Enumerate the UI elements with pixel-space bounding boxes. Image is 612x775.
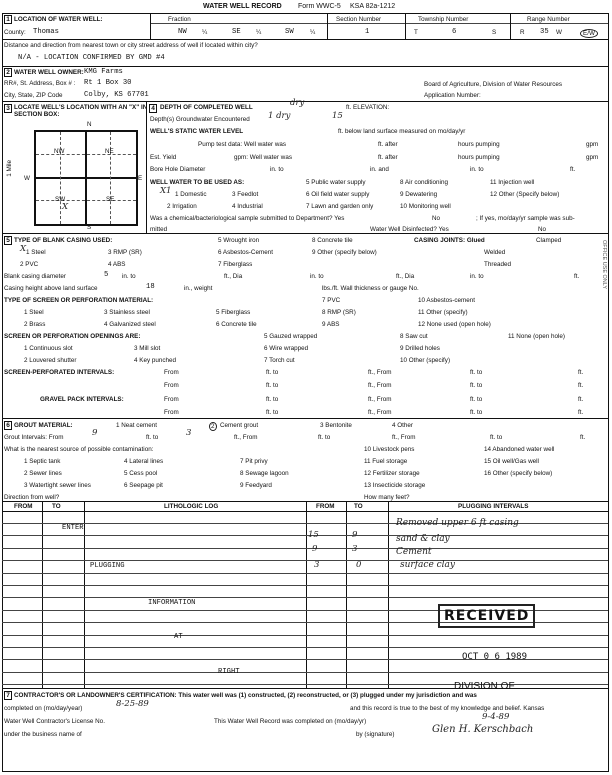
- placeholder-at: AT: [174, 633, 183, 641]
- screen-12: 12 None used (open hole): [418, 321, 491, 328]
- casing-9: 9 Other (specify below): [312, 249, 377, 256]
- section-value: 1: [365, 28, 370, 36]
- screen-2: 2 Brass: [24, 321, 46, 328]
- form-number: Form WWC-5: [298, 3, 341, 10]
- bore-in-to-2: in. to: [470, 166, 484, 173]
- use-5: 5 Public water supply: [306, 179, 366, 186]
- screen-4: 4 Galvanized steel: [104, 321, 156, 328]
- form-title: WATER WELL RECORD: [203, 3, 282, 10]
- opening-5: 5 Gauzed wrapped: [264, 333, 318, 340]
- chem-sample-label: Was a chemical/bacteriological sample submitted to Department? Yes: [150, 215, 345, 222]
- township-t: T: [414, 29, 418, 36]
- screen-10: 10 Asbestos-cement: [418, 297, 476, 304]
- gp-ft-from-2: ft., From: [368, 409, 392, 416]
- log-row-line: [2, 560, 608, 561]
- opening-4: 4 Key punched: [134, 357, 177, 364]
- pump-test-label: Pump test data: Well water was: [198, 141, 287, 148]
- casing-5: 5 Wrought iron: [218, 237, 260, 244]
- yield-text: gpm: Well water was: [234, 154, 292, 161]
- signature-label: by (signature): [356, 731, 395, 738]
- joints-clamped: Clamped: [536, 237, 562, 244]
- static-level-text: ft. below land surface measured on mo/day/yr: [338, 128, 466, 135]
- joints-welded: Welded: [484, 249, 506, 256]
- plug-row-1-desc: Removed upper 6 ft casing: [396, 518, 519, 528]
- yield-after: ft. after: [378, 154, 398, 161]
- diam-in-to: in. to: [122, 273, 136, 280]
- diam-in-to-3: in. to: [470, 273, 484, 280]
- contam-13: 13 Insecticide storage: [364, 482, 426, 489]
- casing-weight: in., weight: [184, 285, 213, 292]
- quarter-3: SW: [285, 28, 294, 36]
- casing-diameter-value: 5: [104, 271, 109, 279]
- log-row-line: [2, 672, 608, 673]
- sp-ft-1: ft.: [578, 369, 584, 376]
- casing-2: 2 PVC: [20, 261, 39, 268]
- opening-8: 8 Saw cut: [400, 333, 428, 340]
- screen-11: 11 Other (specify): [418, 309, 468, 316]
- opening-6: 6 Wire wrapped: [264, 345, 309, 352]
- screen-label: TYPE OF SCREEN OR PERFORATION MATERIAL:: [4, 297, 154, 304]
- contam-2: 2 Sewer lines: [24, 470, 62, 477]
- log-row-line: [2, 597, 608, 598]
- log-row-line: [2, 548, 608, 549]
- use-label: WELL WATER TO BE USED AS:: [150, 179, 245, 186]
- how-many-feet-label: How many feet?: [364, 494, 410, 501]
- section-3-number: 3: [4, 104, 12, 113]
- grout-ft: ft.: [580, 434, 586, 441]
- distance-value: N/A - LOCATION CONFIRMED BY GMD #4: [18, 54, 165, 62]
- gp-ft-from-1: ft., From: [368, 396, 392, 403]
- section-5-number: 5: [4, 236, 12, 245]
- contam-11: 11 Fuel storage: [364, 458, 408, 465]
- casing-wall: lbs./ft. Wall thickness or gauge No.: [322, 285, 419, 292]
- owner-value: KMG Farms: [84, 68, 123, 76]
- section-number-label: Section Number: [336, 16, 382, 23]
- disinfected-label: Water Well Disinfected? Yes: [370, 226, 449, 233]
- section-grid: [34, 130, 138, 226]
- sp-ft-to-1: ft. to: [470, 369, 483, 376]
- grout-2: Cement grout: [220, 422, 259, 429]
- record-completed-date: 9-4-89: [482, 712, 510, 722]
- casing-6: 6 Asbestos-Cement: [218, 249, 273, 256]
- use-7: 7 Lawn and garden only: [306, 203, 374, 210]
- screen-intervals-label: SCREEN-PERFORATED INTERVALS:: [4, 369, 115, 376]
- certification-true-text: and this record is true to the best of my knowledge and belief. Kansas: [350, 705, 545, 712]
- location-x-mark: X: [62, 202, 69, 212]
- grout-4: 4 Other: [392, 422, 413, 429]
- placeholder-information: INFORMATION: [148, 599, 196, 607]
- address-value: Rt 1 Box 30: [84, 79, 132, 87]
- address-label: RR#, St. Address, Box # :: [4, 80, 76, 87]
- gravel-pack-label: GRAVEL PACK INTERVALS:: [40, 396, 124, 403]
- received-date: OCT 0 6 1989: [462, 652, 528, 662]
- quarter-mark: ¼: [202, 29, 208, 36]
- use-2: 2 Irrigation: [167, 203, 197, 210]
- contam-12: 12 Fertilizer storage: [364, 470, 420, 477]
- sp-to-2: ft. to: [266, 382, 279, 389]
- location-label: LOCATION OF WATER WELL:: [14, 16, 103, 23]
- quarter-mark: ¼: [256, 29, 262, 36]
- contam-3: 3 Watertight sewer lines: [24, 482, 91, 489]
- county-value: Thomas: [33, 28, 59, 36]
- opening-3: 3 Mill slot: [134, 345, 161, 352]
- board-label: Board of Agriculture, Division of Water Resources: [424, 81, 563, 88]
- plugging-intervals-header: PLUGGING INTERVALS: [458, 503, 529, 510]
- completed-label: completed on (mo/day/year): [4, 705, 83, 712]
- plug-to-header: TO: [354, 503, 363, 510]
- contam-5: 5 Cess pool: [124, 470, 158, 477]
- owner-label: WATER WELL OWNER:: [14, 69, 84, 76]
- direction-label: Direction from well?: [4, 494, 60, 501]
- east-label-visible: E: [138, 175, 143, 182]
- township-value: 6: [452, 28, 457, 36]
- grout-3: 3 Bentonite: [320, 422, 352, 429]
- static-level-label: WELL'S STATIC WATER LEVEL: [150, 128, 244, 135]
- se-label: SE: [106, 196, 115, 203]
- bore-ft: ft.: [570, 166, 576, 173]
- signature: Glen H. Kerschbach: [432, 724, 534, 735]
- use-12: 12 Other (Specify below): [490, 191, 560, 198]
- gp-ft-2: ft.: [578, 409, 584, 416]
- plug-from-header: FROM: [316, 503, 335, 510]
- opening-1: 1 Continuous slot: [24, 345, 73, 352]
- business-name-label: under the business name of: [4, 731, 82, 738]
- sp-ft-to-2: ft. to: [470, 382, 483, 389]
- depth-label: DEPTH OF COMPLETED WELL: [160, 104, 253, 111]
- mile-label: 1 Mile: [6, 160, 13, 177]
- quarter-mark: ¼: [310, 29, 316, 36]
- gp-from-2: From: [164, 409, 179, 416]
- log-row-line: [2, 585, 608, 586]
- plug-row-4-to: 0: [356, 560, 362, 570]
- contam-4: 4 Lateral lines: [124, 458, 164, 465]
- contam-16: 16 Other (specify below): [484, 470, 553, 477]
- grout-ft-to-2: ft. to: [318, 434, 331, 441]
- section-4-number: 4: [149, 104, 157, 113]
- log-row-line: [2, 684, 608, 685]
- pump-gpm: gpm: [586, 141, 599, 148]
- grout-intervals-label: Grout Intervals: From: [4, 434, 64, 441]
- bore-in-to: in. to: [270, 166, 284, 173]
- east-west-circled: E/W: [580, 29, 598, 38]
- plug-row-2-desc: sand & clay: [396, 534, 450, 544]
- joints-label: CASING JOINTS: Glued: [414, 237, 485, 244]
- opening-9: 9 Drilled holes: [400, 345, 440, 352]
- quarter-2: SE: [232, 28, 241, 36]
- pump-after: ft. after: [378, 141, 398, 148]
- contam-14: 14 Abandoned water well: [484, 446, 555, 453]
- application-label: Application Number:: [424, 92, 481, 99]
- casing-1: 1 Steel: [26, 249, 46, 256]
- depth-value: dry: [290, 98, 305, 108]
- casing-label: TYPE OF BLANK CASING USED:: [14, 237, 113, 244]
- opening-2: 2 Louvered shutter: [24, 357, 77, 364]
- section-6-number: 6: [4, 421, 12, 430]
- screen-5: 5 Fiberglass: [216, 309, 251, 316]
- casing-height-label: Casing height above land surface: [4, 285, 98, 292]
- section-2-number: 2: [4, 68, 12, 77]
- chem-mitted: mitted: [150, 226, 168, 233]
- log-row-line: [2, 647, 608, 648]
- yield-gpm: gpm: [586, 154, 599, 161]
- yield-hours: hours pumping: [458, 154, 500, 161]
- locate-label: LOCATE WELL'S LOCATION WITH AN "X" IN SECTION BOX:: [14, 104, 148, 118]
- plug-row-1-from: 15: [308, 530, 319, 540]
- groundwater-value-2: 15: [332, 111, 343, 121]
- use-6: 6 Oil field water supply: [306, 191, 370, 198]
- disinfected-no: No: [538, 226, 547, 233]
- casing-4: 4 ABS: [108, 261, 126, 268]
- joints-threaded: Threaded: [484, 261, 511, 268]
- log-row-line: [2, 573, 608, 574]
- gp-ft-to-1: ft. to: [470, 396, 483, 403]
- plug-row-3-desc: Cement: [396, 547, 432, 557]
- screen-1: 1 Steel: [24, 309, 44, 316]
- distance-label: Distance and direction from nearest town or city street address of well if located within city?: [4, 42, 258, 49]
- groundwater-value: 1 dry: [268, 111, 291, 121]
- sp-to-1: ft. to: [266, 369, 279, 376]
- use-9: 9 Dewatering: [400, 191, 438, 198]
- use-3: 3 Feedlot: [232, 191, 259, 198]
- south-label: S: [87, 224, 92, 231]
- contam-9: 9 Feedyard: [240, 482, 272, 489]
- diam-in-to-2: in. to: [310, 273, 324, 280]
- gp-to-1: ft. to: [266, 396, 279, 403]
- gp-ft-to-2: ft. to: [470, 409, 483, 416]
- log-from-header: FROM: [14, 503, 33, 510]
- ne-label: NE: [105, 148, 114, 155]
- grout-label: GROUT MATERIAL:: [14, 422, 73, 429]
- casing-diameter-label: Blank casing diameter: [4, 273, 66, 280]
- license-label: Water Well Contractor's License No.: [4, 718, 105, 725]
- plug-row-1-to: 9: [352, 530, 358, 540]
- pump-hours: hours pumping: [458, 141, 500, 148]
- grout-ft-to: ft. to: [146, 434, 159, 441]
- log-row-line: [2, 635, 608, 636]
- plug-row-2-to: 3: [352, 544, 358, 554]
- range-number-label: Range Number: [527, 16, 570, 23]
- groundwater-label: Depth(s) Groundwater Encountered: [150, 116, 250, 123]
- range-r: R: [520, 29, 525, 36]
- township-number-label: Township Number: [418, 16, 469, 23]
- record-completed-label: This Water Well Record was completed on (mo/day/yr): [214, 718, 367, 725]
- west-label: W: [24, 175, 30, 182]
- fraction-label: Fraction: [168, 16, 191, 23]
- contam-6: 6 Seepage pit: [124, 482, 163, 489]
- grout-from-value: 9: [92, 428, 98, 438]
- plug-row-4-desc: surface clay: [400, 560, 456, 570]
- contam-1: 1 Septic tank: [24, 458, 61, 465]
- placeholder-plugging: PLUGGING: [90, 562, 125, 570]
- gp-ft-1: ft.: [578, 396, 584, 403]
- gp-to-2: ft. to: [266, 409, 279, 416]
- gp-from-1: From: [164, 396, 179, 403]
- use-8: 8 Air conditioning: [400, 179, 448, 186]
- diam-ft-dia-2: ft., Dia: [396, 273, 415, 280]
- grout-ft-from: ft., From: [234, 434, 258, 441]
- sw-label: SW: [55, 196, 66, 203]
- casing-7: 7 Fiberglass: [218, 261, 253, 268]
- plug-row-4-from: 3: [314, 560, 320, 570]
- completed-date: 8-25-89: [116, 699, 149, 709]
- contam-10: 10 Livestock pens: [364, 446, 415, 453]
- sp-from-2: From: [164, 382, 179, 389]
- yield-label: Est. Yield: [150, 154, 177, 161]
- opening-7: 7 Torch cut: [264, 357, 295, 364]
- elevation-label: ft. ELEVATION:: [346, 104, 390, 111]
- contamination-label: What is the nearest source of possible contamination:: [4, 446, 154, 453]
- casing-8: 8 Concrete tile: [312, 237, 353, 244]
- quarter-1: NW: [178, 28, 187, 36]
- county-label: County:: [4, 29, 26, 36]
- contam-15: 15 Oil well/Gas well: [484, 458, 539, 465]
- section-1-number: 1: [4, 15, 12, 24]
- contam-7: 7 Pit privy: [240, 458, 268, 465]
- range-w: W: [556, 29, 562, 36]
- use-4: 4 Industrial: [232, 203, 263, 210]
- casing-height-value: 18: [146, 283, 155, 291]
- use-11: 11 Injection well: [490, 179, 535, 186]
- screen-7: 7 PVC: [322, 297, 341, 304]
- log-to-header: TO: [52, 503, 61, 510]
- city-value: Colby, KS 67701: [84, 91, 149, 99]
- chem-if-yes: ; If yes, mo/day/yr sample was sub-: [476, 215, 575, 222]
- screen-8: 8 RMP (SR): [322, 309, 356, 316]
- placeholder-right: RIGHT: [218, 668, 240, 676]
- diam-ft-dia: ft., Dia: [224, 273, 243, 280]
- received-stamp: RECEIVED: [438, 604, 535, 628]
- use-10: 10 Monitoring well: [400, 203, 451, 210]
- grout-ft-to-3: ft. to: [490, 434, 503, 441]
- office-use-only: OFFICE USE ONLY: [601, 240, 607, 290]
- opening-10: 10 Other (specify): [400, 357, 451, 364]
- chem-no: No: [432, 215, 441, 222]
- sp-ft-from-1: ft., From: [368, 369, 392, 376]
- use-1: 1 Domestic: [175, 191, 207, 198]
- placeholder-enter: ENTER: [62, 524, 84, 532]
- use-x1-mark: X1: [160, 186, 172, 196]
- casing-steel-x: X: [20, 244, 27, 254]
- log-row-line: [2, 535, 608, 536]
- city-label: City, State, ZIP Code: [4, 92, 63, 99]
- sp-ft-2: ft.: [578, 382, 584, 389]
- sp-from-1: From: [164, 369, 179, 376]
- ksa-reference: KSA 82a-1212: [350, 3, 396, 10]
- openings-label: SCREEN OR PERFORATION OPENINGS ARE:: [4, 333, 141, 340]
- range-value: 35: [540, 28, 549, 36]
- section-7-number: 7: [4, 691, 12, 700]
- screen-3: 3 Stainless steel: [104, 309, 150, 316]
- nw-label: NW: [54, 148, 65, 155]
- diam-ft: ft.: [574, 273, 580, 280]
- contam-8: 8 Sewage lagoon: [240, 470, 289, 477]
- lithologic-log-header: LITHOLOGIC LOG: [164, 503, 219, 510]
- grout-to-value: 3: [186, 428, 192, 438]
- north-label: N: [87, 121, 92, 128]
- bore-and: in. and: [370, 166, 389, 173]
- screen-6: 6 Concrete tile: [216, 321, 257, 328]
- grout-ft-from-2: ft., From: [392, 434, 416, 441]
- screen-9: 9 ABS: [322, 321, 340, 328]
- grout-2-circled: 2: [211, 423, 215, 430]
- sp-ft-from-2: ft., From: [368, 382, 392, 389]
- township-s: S: [492, 29, 497, 36]
- bore-label: Bore Hole Diameter: [150, 166, 206, 173]
- opening-11: 11 None (open hole): [508, 333, 565, 340]
- grout-1: 1 Neat cement: [116, 422, 157, 429]
- plug-row-2-from: 9: [312, 544, 318, 554]
- casing-3: 3 RMP (SR): [108, 249, 142, 256]
- division-stamp: DIVISION OF: [454, 681, 515, 692]
- certification-text: CONTRACTOR'S OR LANDOWNER'S CERTIFICATION: This water well was (1) constructed, (2) reconstructed, or (3) plugged under my jurisdiction and was: [14, 692, 477, 699]
